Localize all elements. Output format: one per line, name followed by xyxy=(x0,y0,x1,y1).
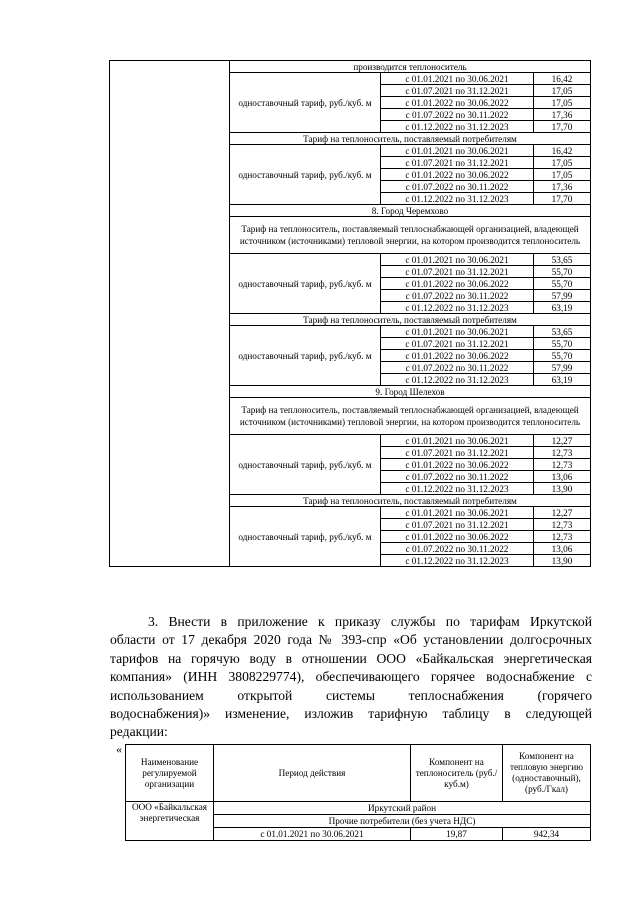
city-9-heading: 9. Город Шелехов xyxy=(230,386,591,398)
tariff-label: одноставочный тариф, руб./куб. м xyxy=(230,73,381,133)
city8-consumer-value: 53,65 xyxy=(534,326,591,338)
org-name: ООО «Байкальская энергетическая xyxy=(126,802,214,841)
city8-supplier-period: с 01.12.2022 по 31.12.2023 xyxy=(381,302,534,314)
district: Иркутский район xyxy=(214,802,591,815)
header-period: Период действия xyxy=(214,745,411,802)
header-thermal-energy: Компонент на тепловую энергию (одноставочный), (руб./Гкал) xyxy=(503,745,591,802)
block-b-period: с 01.07.2022 по 30.11.2022 xyxy=(381,181,534,193)
paragraph-line: 3. Внести в приложение к приказу службы по тарифам Иркутской xyxy=(148,614,592,629)
city8-supplier-value: 55,70 xyxy=(534,266,591,278)
row-heat-carrier: 19,87 xyxy=(411,828,503,841)
city8-consumer-period: с 01.01.2021 по 30.06.2021 xyxy=(381,326,534,338)
block-b-period: с 01.01.2022 по 30.06.2022 xyxy=(381,169,534,181)
city8-consumer-value: 55,70 xyxy=(534,338,591,350)
city9-consumer-period: с 01.07.2021 по 31.12.2021 xyxy=(381,519,534,531)
block-a-period: с 01.01.2021 по 30.06.2021 xyxy=(381,73,534,85)
caption-top: производится теплоноситель xyxy=(230,61,591,73)
city8-supplier-period: с 01.01.2022 по 30.06.2022 xyxy=(381,278,534,290)
city9-supplier-value: 13,06 xyxy=(534,471,591,483)
city8-consumer-period: с 01.01.2022 по 30.06.2022 xyxy=(381,350,534,362)
block-b-value: 17,05 xyxy=(534,169,591,181)
hot-water-tariff-table xyxy=(125,744,591,841)
block-b-value: 17,36 xyxy=(534,181,591,193)
city8-supplier-value: 55,70 xyxy=(534,278,591,290)
paragraph-line: редакции: xyxy=(110,724,168,740)
district-column-cell xyxy=(110,61,230,567)
city9-supplier-value: 12,27 xyxy=(534,435,591,447)
block-b-value: 17,05 xyxy=(534,157,591,169)
city9-consumer-period: с 01.01.2021 по 30.06.2021 xyxy=(381,507,534,519)
caption-row xyxy=(110,61,591,73)
city9-supplier-period: с 01.01.2021 по 30.06.2021 xyxy=(381,435,534,447)
opening-quote: « xyxy=(116,742,122,756)
caption-consumers: Тариф на теплоноситель, поставляемый потребителям xyxy=(230,133,591,145)
city9-consumer-period: с 01.12.2022 по 31.12.2023 xyxy=(381,555,534,567)
city9-consumer-value: 13,90 xyxy=(534,555,591,567)
city8-consumer-value: 63,19 xyxy=(534,374,591,386)
paragraph-line: компания» (ИНН 3808229774), обеспечивающего горячее водоснабжение с xyxy=(110,669,592,685)
city8-supplier-period: с 01.01.2021 по 30.06.2021 xyxy=(381,254,534,266)
city9-supplier-value: 13,90 xyxy=(534,483,591,495)
block-a-period: с 01.01.2022 по 30.06.2022 xyxy=(381,97,534,109)
city9-consumer-period: с 01.07.2022 по 30.11.2022 xyxy=(381,543,534,555)
block-b-value: 17,70 xyxy=(534,193,591,205)
section-3-paragraph xyxy=(110,613,592,742)
city8-supplier-period: с 01.07.2022 по 30.11.2022 xyxy=(381,290,534,302)
city9-consumer-period: с 01.01.2022 по 30.06.2022 xyxy=(381,531,534,543)
city8-consumer-value: 55,70 xyxy=(534,350,591,362)
block-a-value: 16,42 xyxy=(534,73,591,85)
header-heat-carrier: Компонент на теплоноситель (руб./куб.м) xyxy=(411,745,503,802)
paragraph-line: водоснабжения)» изменение, изложив тарифную таблицу в следующей xyxy=(110,705,592,721)
city9-consumer-value: 12,73 xyxy=(534,519,591,531)
paragraph-line: использованием открытой системы теплоснабжения (горячего xyxy=(110,687,592,703)
city9-consumer-value: 13,06 xyxy=(534,543,591,555)
consumers-category: Прочие потребители (без учета НДС) xyxy=(214,815,591,828)
tariff-table-continued xyxy=(109,60,591,567)
header-org: Наименование регулируемой организации xyxy=(126,745,214,802)
block-a-value: 17,70 xyxy=(534,121,591,133)
block-b-period: с 01.12.2022 по 31.12.2023 xyxy=(381,193,534,205)
city9-supplier-period: с 01.12.2022 по 31.12.2023 xyxy=(381,483,534,495)
city8-consumer-period: с 01.12.2022 по 31.12.2023 xyxy=(381,374,534,386)
city9-consumer-value: 12,27 xyxy=(534,507,591,519)
city8-consumer-period: с 01.07.2021 по 31.12.2021 xyxy=(381,338,534,350)
block-b-period: с 01.07.2021 по 31.12.2021 xyxy=(381,157,534,169)
block-a-value: 17,05 xyxy=(534,85,591,97)
city9-supplier-period: с 01.01.2022 по 30.06.2022 xyxy=(381,459,534,471)
city9-supplier-value: 12,73 xyxy=(534,459,591,471)
paragraph-line: области от 17 декабря 2020 года № 393-спр «Об установлении долгосрочных xyxy=(110,632,592,648)
caption-supplier: Тариф на теплоноситель, поставляемый теплоснабжающей организацией, владеющей источником (источниками) тепловой энергии, на котором производится теплоноситель xyxy=(230,217,591,254)
block-b-value: 16,42 xyxy=(534,145,591,157)
caption-supplier: Тариф на теплоноситель, поставляемый теплоснабжающей организацией, владеющей источником (источниками) тепловой энергии, на котором производится теплоноситель xyxy=(230,398,591,435)
row-period: с 01.01.2021 по 30.06.2021 xyxy=(214,828,411,841)
city9-supplier-period: с 01.07.2021 по 31.12.2021 xyxy=(381,447,534,459)
table-row xyxy=(126,802,591,815)
block-b-period: с 01.01.2021 по 30.06.2021 xyxy=(381,145,534,157)
tariff-label: одноставочный тариф, руб./куб. м xyxy=(230,435,381,495)
city-8-heading: 8. Город Черемхово xyxy=(230,205,591,217)
block-a-period: с 01.07.2021 по 31.12.2021 xyxy=(381,85,534,97)
block-a-period: с 01.07.2022 по 30.11.2022 xyxy=(381,109,534,121)
tariff-label: одноставочный тариф, руб./куб. м xyxy=(230,254,381,314)
city8-consumer-period: с 01.07.2022 по 30.11.2022 xyxy=(381,362,534,374)
block-a-value: 17,36 xyxy=(534,109,591,121)
caption-consumers: Тариф на теплоноситель, поставляемый потребителям xyxy=(230,495,591,507)
city8-supplier-value: 53,65 xyxy=(534,254,591,266)
city9-consumer-value: 12,73 xyxy=(534,531,591,543)
paragraph-line: тарифов на горячую воду в отношении ООО «Байкальская энергетическая xyxy=(110,650,592,666)
table-header-row xyxy=(126,745,591,802)
tariff-label: одноставочный тариф, руб./куб. м xyxy=(230,145,381,205)
row-thermal-energy: 942,34 xyxy=(503,828,591,841)
block-a-period: с 01.12.2022 по 31.12.2023 xyxy=(381,121,534,133)
city8-supplier-value: 63,19 xyxy=(534,302,591,314)
city8-supplier-period: с 01.07.2021 по 31.12.2021 xyxy=(381,266,534,278)
city9-supplier-value: 12,73 xyxy=(534,447,591,459)
tariff-label: одноставочный тариф, руб./куб. м xyxy=(230,507,381,567)
city8-supplier-value: 57,99 xyxy=(534,290,591,302)
tariff-label: одноставочный тариф, руб./куб. м xyxy=(230,326,381,386)
city9-supplier-period: с 01.07.2022 по 30.11.2022 xyxy=(381,471,534,483)
city8-consumer-value: 57,99 xyxy=(534,362,591,374)
block-a-value: 17,05 xyxy=(534,97,591,109)
caption-consumers: Тариф на теплоноситель, поставляемый потребителям xyxy=(230,314,591,326)
